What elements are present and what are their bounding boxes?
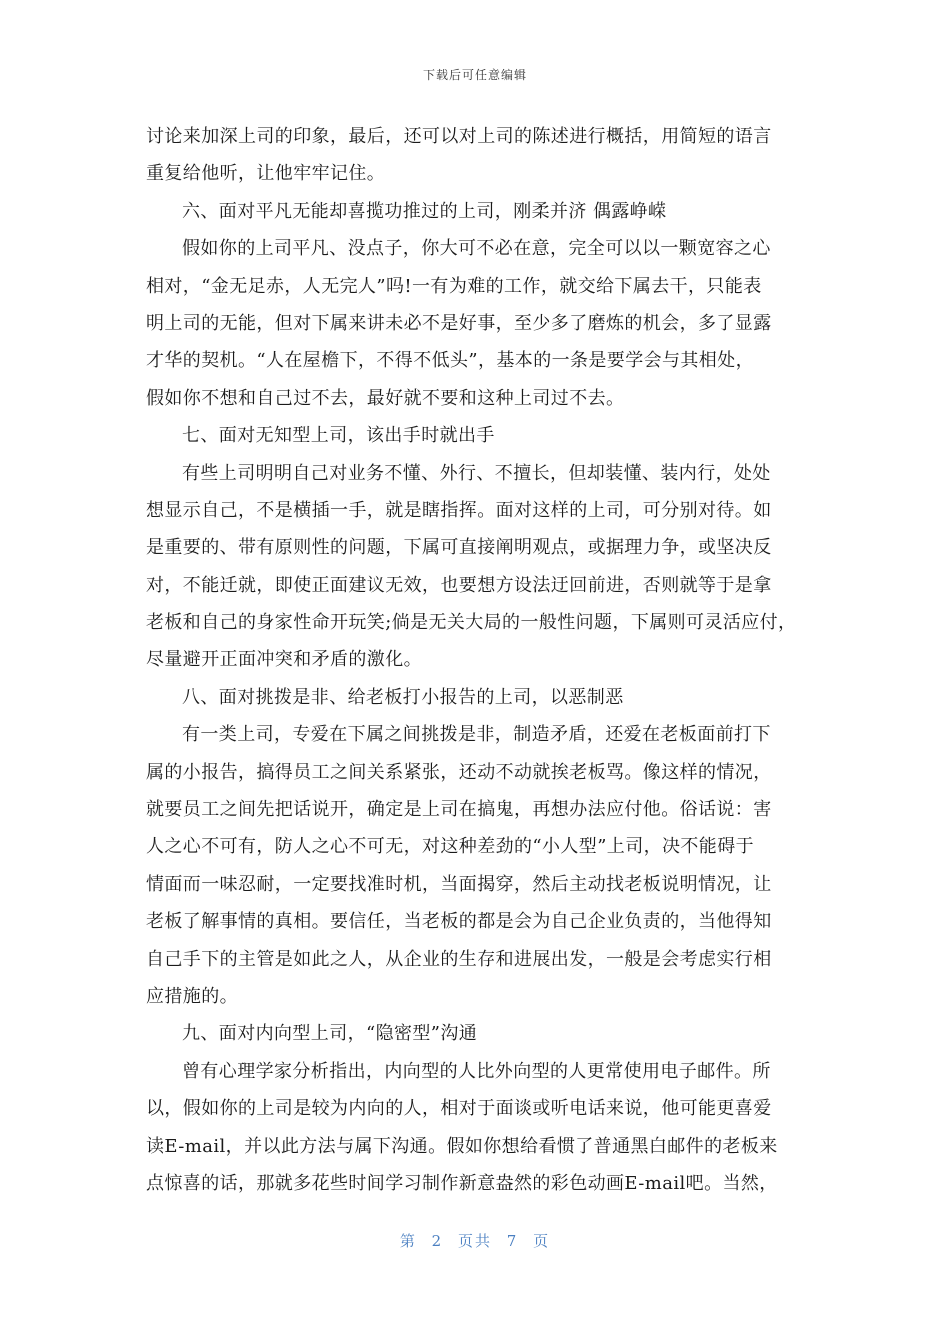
text-line: 人之心不可有，防人之心不可无，对这种差劲的“小人型”上司，决不能碍于 [146,836,755,858]
text-line: 明上司的无能，但对下属来讲未必不是好事，至少多了磨炼的机会，多了显露 [146,312,772,334]
text-line: 就要员工之间先把话说开，确定是上司在搞鬼，再想办法应付他。俗话说：害 [146,799,772,821]
text-line: 自己手下的主管是如此之人，从企业的生存和进展出发，一般是会考虑实行相 [146,948,772,970]
text-line: 重复给他听，让他牢牢记住。 [146,163,386,185]
text-line: 六、面对平凡无能却喜揽功推过的上司，刚柔并济 偶露峥嵘 [182,200,667,222]
text-line: 九、面对内向型上司，“隐密型”沟通 [182,1023,478,1045]
text-line: 老板和自己的身家性命开玩笑;倘是无关大局的一般性问题，下属则可灵活应付， [146,612,797,634]
text-line: 假如你不想和自己过不去，最好就不要和这种上司过不去。 [146,387,625,409]
text-line: 曾有心理学家分析指出，内向型的人比外向型的人更常使用电子邮件。所 [182,1060,771,1082]
document-body [146,118,814,1202]
text-line: 应措施的。 [146,985,238,1007]
text-line: 尽量避开正面冲突和矛盾的激化。 [146,649,422,671]
text-line: 情面而一味忍耐，一定要找准时机，当面揭穿，然后主动找老板说明情况，让 [146,873,772,895]
text-line: 有一类上司，专爱在下属之间挑拨是非，制造矛盾，还爱在老板面前打下 [182,724,771,746]
page-header: 下载后可任意编辑 [422,68,527,82]
text-line: 想显示自己，不是横插一手，就是瞎指挥。面对这样的上司，可分别对待。如 [146,499,772,521]
text-line: 以，假如你的上司是较为内向的人，相对于面谈或听电话来说，他可能更喜爱 [146,1098,772,1120]
text-line: 讨论来加深上司的印象，最后，还可以对上司的陈述进行概括，用简短的语言 [146,126,772,147]
text-line: 读E-mail，并以此方法与属下沟通。假如你想给看惯了普通黑白邮件的老板来 [146,1135,778,1157]
text-line: 老板了解事情的真相。要信任，当老板的都是会为自己企业负责的，当他得知 [146,911,772,933]
text-line: 相对，“金无足赤，人无完人”吗!一有为难的工作，就交给下属去干，只能表 [146,275,762,297]
text-line: 假如你的上司平凡、没点子，你大可不必在意，完全可以以一颗宽容之心 [182,238,771,260]
text-line: 点惊喜的话，那就多花些时间学习制作新意盎然的彩色动画E-mail吧。当然， [146,1172,778,1194]
text-line: 属的小报告，搞得员工之间关系紧张，还动不动就挨老板骂。像这样的情况， [146,761,772,783]
page-footer: 第 2 页共 7 页 [399,1232,551,1250]
text-line: 才华的契机。“人在屋檐下，不得不低头”，基本的一条是要学会与其相处， [146,350,755,372]
text-line: 对，不能迁就，即使正面建议无效，也要想方设法迂回前进，否则就等于是拿 [146,574,772,596]
text-line: 七、面对无知型上司，该出手时就出手 [182,425,495,447]
text-line: 是重要的、带有原则性的问题，下属可直接阐明观点，或据理力争，或坚决反 [146,537,772,559]
text-line: 八、面对挑拨是非、给老板打小报告的上司，以恶制恶 [182,686,624,708]
text-line: 有些上司明明自己对业务不懂、外行、不擅长，但却装懂、装内行，处处 [182,462,771,484]
